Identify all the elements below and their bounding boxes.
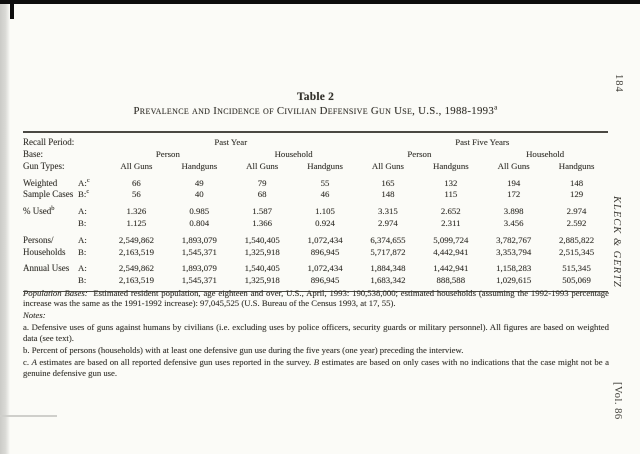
cell: 165 (381, 177, 395, 188)
note-b: b. Percent of persons (households) with at least one defensive gun use during the five years (one year) preceding the interview. (23, 345, 464, 356)
cell: 49 (194, 177, 204, 188)
cell: 66 (132, 177, 141, 188)
cell: 3.898 (503, 206, 524, 217)
cell: 172 (507, 189, 521, 200)
cell: 2,163,519 (118, 275, 155, 286)
cell: 3.315 (378, 206, 398, 217)
header-row-base (23, 148, 608, 160)
note-c-b: B (313, 357, 320, 368)
table-2 (23, 131, 608, 292)
page-number: 184 (613, 74, 624, 93)
row-tag (75, 173, 105, 190)
row-tag-footnote-mark: c (86, 176, 90, 184)
table-title: Table 2 (296, 91, 335, 103)
cell: 5,717,872 (370, 246, 406, 257)
row-tag: A: (78, 263, 87, 274)
notes-label-text: Notes: (23, 309, 46, 320)
table-subtitle (23, 105, 608, 117)
row-tag: A: (78, 206, 87, 217)
period-past-five-years: Past Five Years (455, 137, 510, 147)
table-subtitle-text: Prevalence and Incidence of Civilian Defensive Gun Use, U.S., 1988-1993 (133, 105, 495, 117)
cell: 1,325,918 (244, 275, 280, 286)
cell: 148 (381, 189, 395, 200)
table-row (23, 258, 608, 275)
cell: 1,072,434 (307, 263, 343, 274)
cell: 0.985 (189, 206, 210, 217)
base-person-2: Person (407, 149, 432, 160)
cell: 2.311 (441, 218, 461, 228)
cell: 6,374,655 (370, 234, 406, 245)
cell: 1,540,405 (244, 234, 280, 245)
population-bases-text: Estimated resident population, age eighteen and over, U.S., April, 1993: 190,538,000; estimated households (assuming the 1992-1993 percentage increase was the same as the 1991-1992 increase): 97,045,525 (U.S. Bureau of the Census 1993, at 17, 55). (23, 288, 610, 309)
table-subtitle-footnote-mark: a (494, 103, 498, 112)
note-c (23, 357, 609, 378)
cell: 1,540,405 (244, 263, 280, 274)
cell: 2,163,519 (118, 246, 155, 257)
row-tag (75, 189, 105, 201)
row-tag: B: (78, 275, 87, 286)
cell: 1.125 (126, 218, 147, 228)
cell: 2,549,862 (118, 234, 155, 245)
cell: 1.587 (252, 206, 273, 217)
table-row (23, 218, 608, 230)
cell: 3,782,767 (496, 234, 532, 245)
col-header: All Guns (371, 161, 404, 172)
cell: 505,069 (562, 275, 591, 286)
row-tag-text: B: (78, 189, 87, 200)
cell: 56 (132, 189, 141, 200)
notes-label (23, 310, 609, 320)
col-header: Handguns (181, 161, 218, 172)
row-label (23, 275, 75, 287)
cell: 888,588 (436, 275, 466, 286)
col-header: Handguns (307, 161, 343, 172)
row-tag: A: (78, 234, 87, 245)
table-2-grid (23, 136, 608, 287)
cell: 1,442,941 (433, 263, 469, 274)
cell: 5,099,724 (433, 234, 469, 245)
cell: 148 (569, 177, 584, 188)
cell: 46 (320, 189, 330, 200)
row-label: Annual Uses (23, 263, 70, 274)
row-label-footnote-mark: b (51, 205, 55, 213)
table-row (23, 173, 608, 190)
table-title-block (23, 91, 608, 117)
note-c-mid: estimates are based on all reported defensive gun uses reported in the survey. (36, 357, 314, 368)
cell: 68 (257, 189, 267, 200)
cell: 79 (257, 177, 267, 188)
table-row (23, 275, 608, 287)
col-header: All Guns (497, 161, 530, 172)
base-household-2: Household (526, 149, 565, 160)
row-label (23, 201, 75, 218)
base-household-1: Household (274, 149, 313, 160)
cell: 40 (194, 189, 204, 200)
cell: 2.592 (566, 218, 587, 228)
note-c-end: estimates are based on only cases with no indications that the case might not be a genuine defensive gun use. (23, 357, 609, 378)
cell: 115 (444, 189, 458, 200)
header-row-gun-types (23, 160, 608, 172)
cell: 896,945 (310, 275, 340, 286)
cell: 1,545,371 (181, 275, 217, 286)
running-head: KLECK & GERTZ (611, 196, 622, 288)
row-tag-text: A: (78, 177, 87, 188)
cell: 132 (444, 177, 458, 188)
population-bases-note (23, 288, 609, 309)
cell: 2,549,862 (118, 263, 155, 274)
cell: 1,029,615 (496, 275, 532, 286)
cell: 1,158,283 (496, 263, 532, 274)
footnotes (23, 288, 609, 379)
period-past-year: Past Year (214, 137, 248, 147)
header-row-recall-period (23, 136, 608, 148)
scan-artifact-line (0, 415, 57, 417)
table-row (23, 230, 608, 247)
cell: 1.105 (315, 206, 335, 217)
scan-edge-left (0, 4, 10, 454)
cell: 0.804 (189, 218, 210, 228)
table-row (23, 201, 608, 218)
cell: 2.974 (566, 206, 587, 217)
cell: 2.652 (440, 206, 461, 217)
cell: 1,893,079 (181, 263, 217, 274)
cell: 1,893,079 (181, 234, 217, 245)
cell: 1,072,434 (307, 234, 343, 245)
row-label (23, 218, 75, 230)
cell: 55 (320, 177, 330, 188)
cell: 1.326 (126, 206, 147, 217)
row-tag-footnote-mark: c (86, 188, 90, 196)
base-person-1: Person (155, 149, 180, 160)
population-bases-label: Population Bases: (23, 288, 88, 298)
col-header: Handguns (558, 161, 595, 172)
row-label: Sample Cases (23, 189, 74, 200)
cell: 2.974 (378, 218, 398, 228)
base-label: Base: (23, 149, 43, 160)
recall-period-label: Recall Period: (23, 137, 75, 147)
cell: 1,683,342 (370, 275, 406, 286)
cell: 515,345 (562, 263, 591, 274)
cell: 2,515,345 (558, 246, 595, 257)
cell: 129 (569, 189, 584, 200)
cell: 194 (507, 177, 521, 188)
table-row (23, 247, 608, 259)
note-c-prefix: c. (23, 357, 32, 368)
table-row (23, 189, 608, 201)
cell: 1,884,348 (370, 263, 406, 274)
row-tag: B: (78, 218, 87, 228)
gun-types-label: Gun Types: (23, 161, 65, 172)
cell: 896,945 (310, 246, 340, 257)
cell: 3,353,794 (496, 246, 532, 257)
note-c-a: A (31, 357, 37, 368)
volume-mark: [Vol. 86 (612, 382, 623, 420)
row-label: Households (23, 246, 66, 257)
col-header: All Guns (120, 161, 153, 172)
cell: 4,442,941 (433, 246, 469, 257)
scan-edge-top (0, 0, 640, 4)
cell: 2,885,822 (558, 234, 595, 245)
cell: 0.924 (315, 218, 335, 228)
note-a: a. Defensive uses of guns against humans by civilians (i.e. excluding uses by police officers, security guards or military personnel). All figures are based on weighted data (see text). (23, 322, 609, 343)
row-label: Persons/ (23, 234, 54, 245)
cell: 1,545,371 (181, 246, 217, 257)
cell: 3.456 (503, 218, 524, 228)
col-header: Handguns (432, 161, 469, 172)
row-label-text: % Used (23, 206, 52, 217)
row-tag: B: (78, 246, 87, 257)
cell: 1.366 (252, 218, 273, 228)
row-label: Weighted (23, 177, 58, 188)
cell: 1,325,918 (244, 246, 280, 257)
col-header: All Guns (246, 161, 279, 172)
